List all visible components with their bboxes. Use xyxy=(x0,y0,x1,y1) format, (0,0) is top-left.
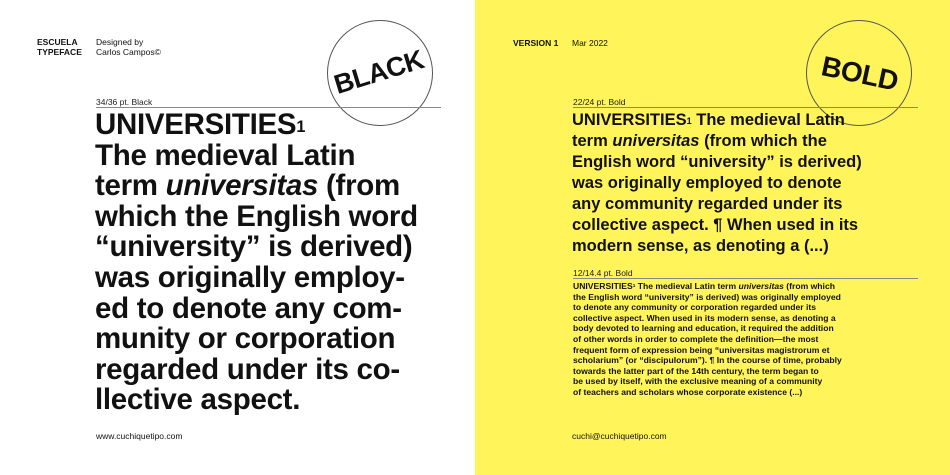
version-label: VERSION 1 xyxy=(513,38,559,48)
sample-line xyxy=(572,110,862,131)
sample-line: regarded under its co- xyxy=(95,352,400,386)
sample-line: collective aspect. When used in its modern sense, as denoting a xyxy=(573,312,836,323)
sample-line: ed to denote any com- xyxy=(95,291,402,325)
sample-line: was originally employ- xyxy=(95,260,405,294)
brand-line-2: TYPEFACE xyxy=(37,47,82,57)
italic-word: universitas xyxy=(165,169,319,203)
italic-word: universitas xyxy=(738,281,784,291)
sample-line: was originally employed to denote xyxy=(572,174,842,192)
sample-line: of other words in order to complete the definition—the most xyxy=(573,333,819,344)
sample-line: munity or corporation xyxy=(95,322,396,356)
sample-line: English word “university” is derived) xyxy=(572,153,862,171)
sample-line xyxy=(572,131,862,152)
heading-text: UNIVERSITIES xyxy=(573,281,633,291)
sample-heading xyxy=(95,110,418,141)
sample-line: scholarium” (or “discipulorum”). ¶ In the course of time, probably xyxy=(573,355,842,366)
website-link[interactable]: www.cuchiquetipo.com xyxy=(96,431,183,441)
size-label-small: 12/14.4 pt. Bold xyxy=(573,268,633,278)
sample-line: the English word “university” is derived) was originally employed xyxy=(573,291,841,302)
sample-line: The medieval Latin xyxy=(95,138,356,172)
credit-line-1: Designed by xyxy=(96,37,144,47)
sample-word: (from xyxy=(326,169,400,203)
bold-small-sample xyxy=(573,281,842,398)
sample-line: to denote any community or corporation regarded under its xyxy=(573,302,817,313)
heading-text: UNIVERSITIES xyxy=(572,111,687,129)
sample-word: (from which the xyxy=(704,132,827,150)
sample-line: frequent form of expression being “universitas magistrorum et xyxy=(573,344,830,355)
sample-word: The medieval Latin term xyxy=(637,281,737,291)
weight-stamp-label: BOLD xyxy=(818,50,901,97)
sample-line: of teachers and scholars whose corporate existence (...) xyxy=(573,386,803,397)
sample-line: body devoted to learning and education, it required the addition xyxy=(573,323,834,334)
rule-line xyxy=(573,278,918,279)
sample-word: term xyxy=(572,132,608,150)
sample-word: term xyxy=(95,169,158,203)
sample-line xyxy=(95,171,418,202)
heading-superscript: 1 xyxy=(632,283,636,289)
sample-line: collective aspect. ¶ When used in its xyxy=(572,216,859,234)
bold-large-sample xyxy=(572,110,862,257)
italic-word: universitas xyxy=(612,132,700,150)
sample-line: any community regarded under its xyxy=(572,195,843,213)
sample-line: which the English word xyxy=(95,199,418,233)
brand-name xyxy=(37,37,82,57)
sample-line: be used by itself, with the exclusive meaning of a community xyxy=(573,376,823,387)
sample-line: “university” is derived) xyxy=(95,230,413,264)
sample-line xyxy=(573,281,842,292)
sample-line: llective aspect. xyxy=(95,383,301,417)
heading-superscript: 1 xyxy=(296,118,306,137)
credit-line-2: Carlos Campos© xyxy=(96,47,161,57)
heading-text: UNIVERSITIES xyxy=(95,108,297,141)
bold-specimen-panel xyxy=(475,0,950,475)
sample-word: (from which xyxy=(786,281,835,291)
size-label: 34/36 pt. Black xyxy=(96,97,153,107)
black-sample-text xyxy=(95,110,418,416)
date-label: Mar 2022 xyxy=(572,38,608,48)
designer-credit xyxy=(96,37,161,57)
heading-superscript: 1 xyxy=(686,116,692,127)
size-label-large: 22/24 pt. Bold xyxy=(573,97,626,107)
brand-line-1: ESCUELA xyxy=(37,37,78,47)
email-link[interactable]: cuchi@cuchiquetipo.com xyxy=(572,431,667,441)
weight-stamp-label: BLACK xyxy=(330,44,428,100)
sample-line: modern sense, as denoting a (...) xyxy=(572,237,829,255)
rule-line xyxy=(573,107,918,108)
sample-word: The medieval Latin xyxy=(696,111,845,129)
sample-line: towards the latter part of the 14th century, the term began to xyxy=(573,365,819,376)
